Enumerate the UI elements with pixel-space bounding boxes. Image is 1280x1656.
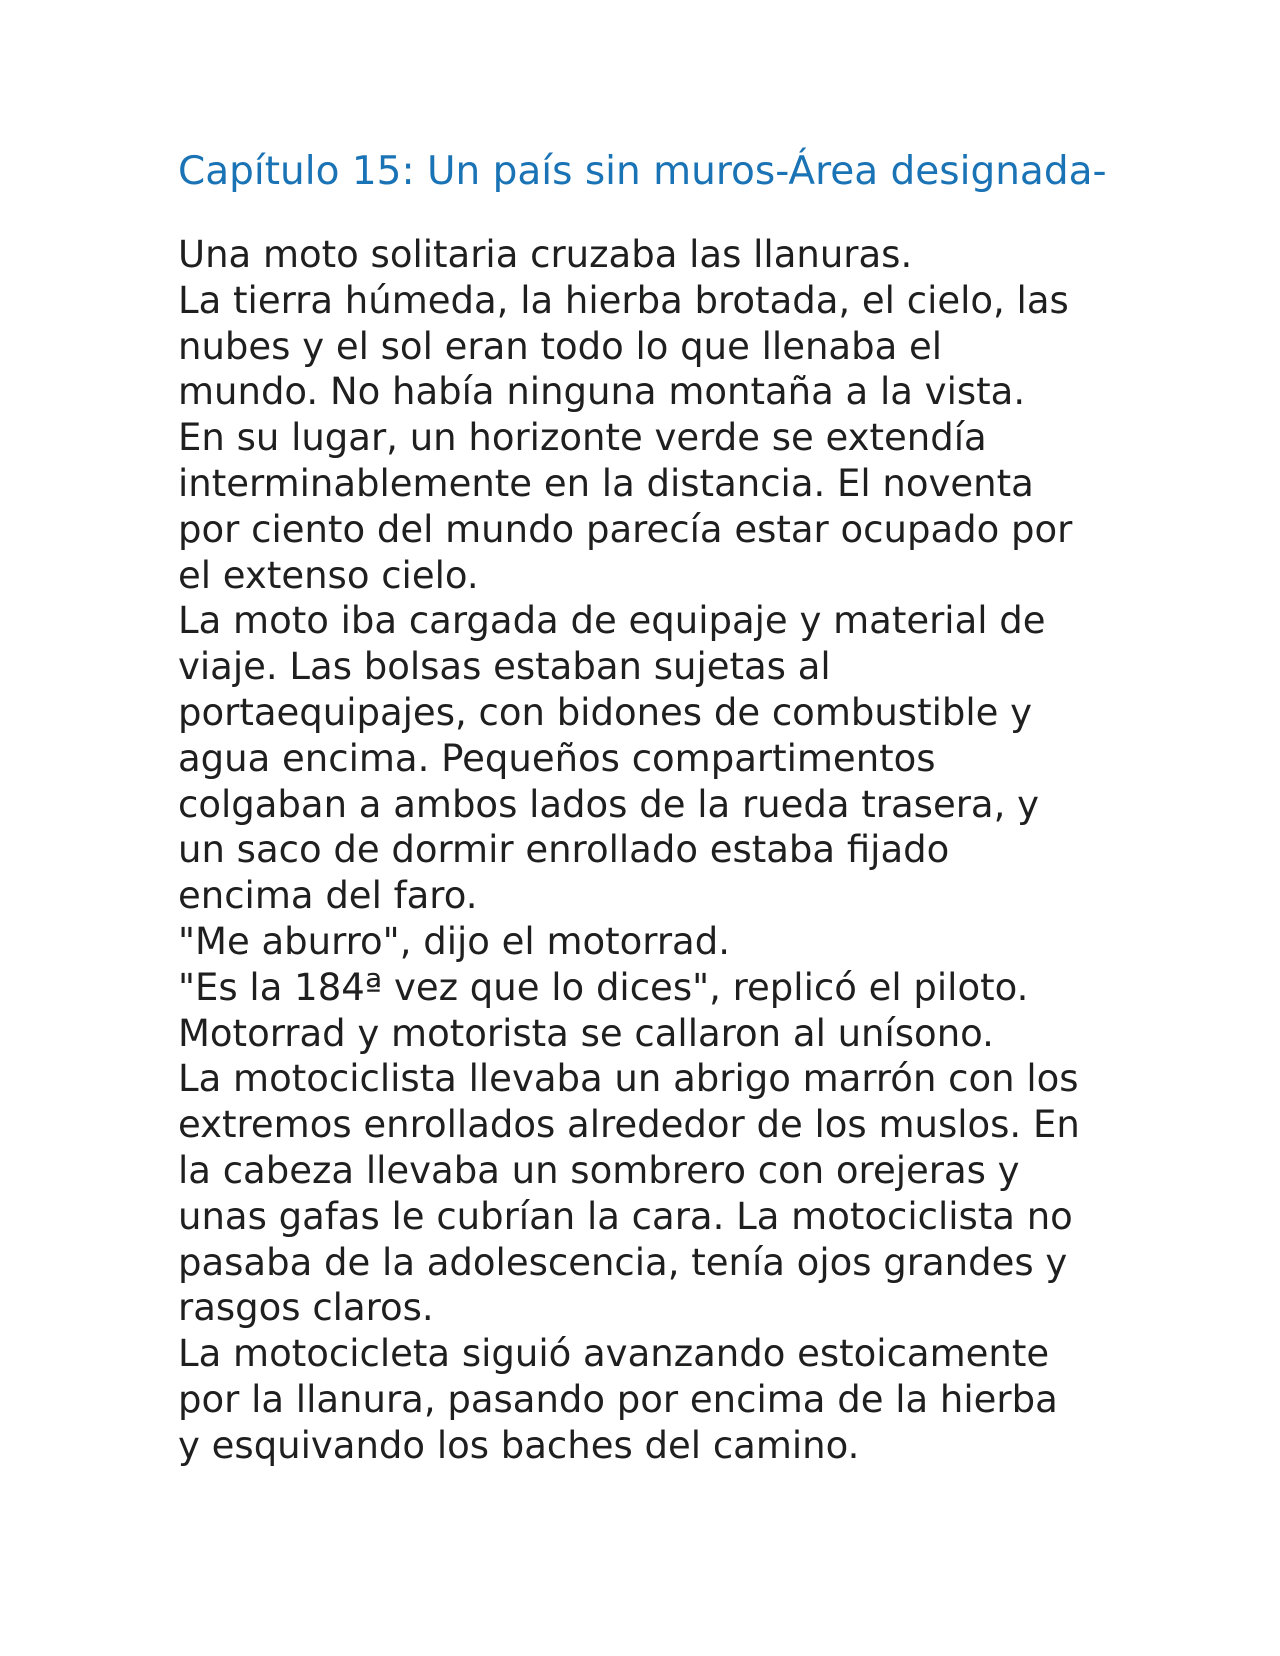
text-line: extremos enrollados alrededor de los muslos. En — [178, 1103, 1080, 1147]
text-line: En su lugar, un horizonte verde se extendía — [178, 416, 987, 460]
text-line: un saco de dormir enrollado estaba fijado — [178, 828, 950, 872]
text-line: La tierra húmeda, la hierba brotada, el cielo, las — [178, 278, 1069, 322]
text-line: interminablemente en la distancia. El noventa — [178, 461, 1034, 505]
text-line: el extenso cielo. — [178, 553, 479, 597]
text-line: por ciento del mundo parecía estar ocupado por — [178, 507, 1073, 551]
text-line: agua encima. Pequeños compartimentos — [178, 736, 936, 780]
text-line: nubes y el sol eran todo lo que llenaba el — [178, 324, 943, 368]
text-line: la cabeza llevaba un sombrero con orejeras y — [178, 1148, 1020, 1192]
text-line: La motociclista llevaba un abrigo marrón con los — [178, 1057, 1079, 1101]
text-line: mundo. No había ninguna montaña a la vista. — [178, 370, 1026, 414]
text-line: rasgos claros. — [178, 1286, 434, 1330]
document-page — [178, 140, 1238, 1469]
text-line: La motocicleta siguió avanzando estoicamente — [178, 1332, 1050, 1376]
text-line: por la llanura, pasando por encima de la hierba — [178, 1377, 1058, 1421]
text-line: Motorrad y motorista se callaron al unísono. — [178, 1011, 994, 1055]
text-line: "Me aburro", dijo el motorrad. — [178, 919, 730, 963]
text-line: "Es la 184ª vez que lo dices", replicó el piloto. — [178, 965, 1029, 1009]
text-line: La moto iba cargada de equipaje y material de — [178, 599, 1046, 643]
text-line: y esquivando los baches del camino. — [178, 1423, 860, 1467]
text-line: viaje. Las bolsas estaban sujetas al — [178, 645, 831, 689]
text-line: portaequipajes, con bidones de combustible y — [178, 690, 1033, 734]
text-line: pasaba de la adolescencia, tenía ojos grandes y — [178, 1240, 1068, 1284]
chapter-title: Capítulo 15: Un país sin muros-Área designada- — [178, 149, 1107, 194]
text-line: colgaban a ambos lados de la rueda trasera, y — [178, 782, 1040, 826]
text-line: Una moto solitaria cruzaba las llanuras. — [178, 233, 913, 276]
chapter-body — [178, 232, 1238, 1469]
text-line: unas gafas le cubrían la cara. La motociclista no — [178, 1194, 1073, 1238]
text-line: encima del faro. — [178, 874, 478, 918]
